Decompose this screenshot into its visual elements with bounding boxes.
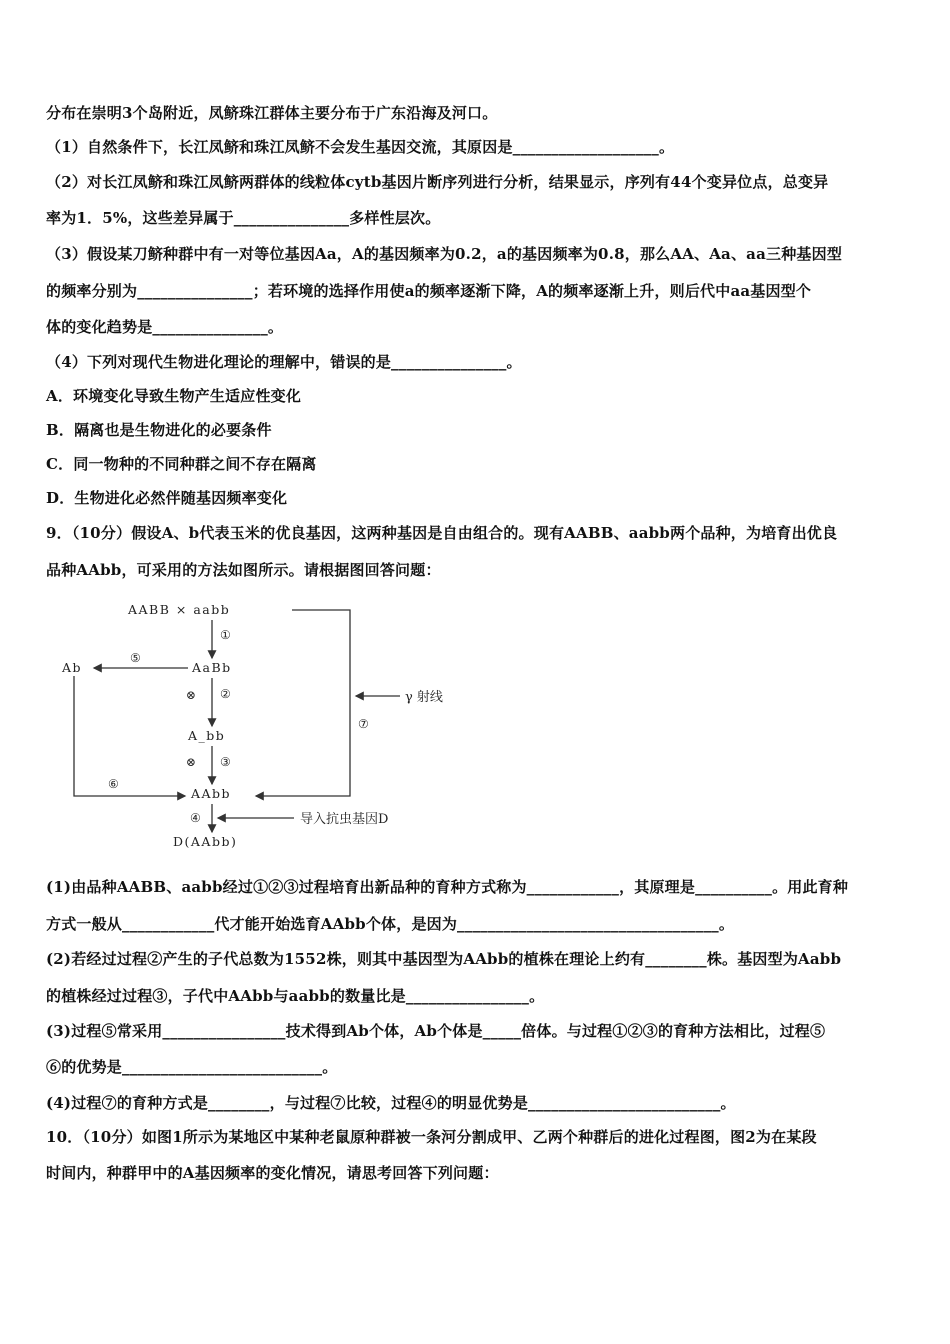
question-9-1a: (1)由品种AABB、aabb经过①②③过程培育出新品种的育种方式称为____________，其原理是__________。用此育种: [46, 878, 849, 896]
question-8-1: （1）自然条件下，长江凤鲚和珠江凤鲚不会发生基因交流，其原因是___________________。: [46, 138, 675, 156]
arrow-step7: [256, 610, 350, 796]
a-bb-label: A_bb: [188, 728, 226, 743]
question-9-2a: (2)若经过过程②产生的子代总数为1552株，则其中基因型为AAbb的植株在理论上约有________株。基因型为Aabb: [46, 950, 842, 968]
question-9-3b: ⑥的优势是__________________________。: [46, 1058, 338, 1076]
question-8-2b: 率为1．5%，这些差异属于_______________多样性层次。: [46, 209, 441, 227]
selfing-icon: ⊗: [186, 688, 197, 702]
step-5-label: ⑤: [130, 651, 141, 665]
question-8-4: （4）下列对现代生物进化理论的理解中，错误的是_______________。: [46, 353, 522, 371]
question-8-3c: 体的变化趋势是_______________。: [46, 318, 284, 336]
question-10-intro-a: 10．（10分）如图1所示为某地区中某种老鼠原种群被一条河分割成甲、乙两个种群后的进化过程图，图2为在某段: [46, 1128, 817, 1146]
option-c: C．同一物种的不同种群之间不存在隔离: [46, 455, 317, 473]
parents-label: AABB × aabb: [128, 602, 231, 617]
question-9-1b: 方式一般从____________代才能开始选育AAbb个体，是因为__________________________________。: [46, 915, 735, 933]
step-6-label: ⑥: [108, 777, 119, 791]
question-8-2a: （2）对长江凤鲚和珠江凤鲚两群体的线粒体cytb基因片断序列进行分析，结果显示，序列有44个变异位点，总变异: [46, 173, 829, 191]
question-9-3a: (3)过程⑤常采用________________技术得到Ab个体，Ab个体是_____倍体。与过程①②③的育种方法相比，过程⑤: [46, 1022, 826, 1040]
question-10-intro-b: 时间内，种群甲中的A基因频率的变化情况，请思考回答下列问题：: [46, 1164, 499, 1182]
gene-insertion-label: 导入抗虫基因D: [300, 812, 389, 827]
option-d: D．生物进化必然伴随基因频率变化: [46, 489, 288, 507]
arrow-step6: [74, 676, 185, 796]
step-1-label: ①: [220, 628, 231, 642]
gamma-ray-label: γ 射线: [405, 690, 443, 705]
question-9-4: (4)过程⑦的育种方式是________，与过程⑦比较，过程④的明显优势是_________________________。: [46, 1094, 736, 1112]
question-9-intro-b: 品种AAbb，可采用的方法如图所示。请根据图回答问题：: [46, 561, 441, 579]
question-8-3a: （3）假设某刀鲚种群中有一对等位基因Aa，A的基因频率为0.2，a的基因频率为0.8，那么AA、Aa、aa三种基因型: [46, 245, 843, 263]
text-line-1: 分布在崇明3个岛附近，凤鲚珠江群体主要分布于广东沿海及河口。: [46, 104, 498, 122]
question-9-intro-a: 9．（10分）假设A、b代表玉米的优良基因，这两种基因是自由组合的。现有AABB、aabb两个品种，为培育出优良: [46, 524, 838, 542]
option-b: B．隔离也是生物进化的必要条件: [46, 421, 272, 439]
option-a: A．环境变化导致生物产生适应性变化: [46, 387, 302, 405]
f1-label: AaBb: [192, 660, 232, 675]
selfing-icon: ⊗: [186, 755, 197, 769]
question-8-3b: 的频率分别为_______________；若环境的选择作用使a的频率逐渐下降，A的频率逐渐上升，则后代中aa基因型个: [46, 282, 812, 300]
step-7-label: ⑦: [358, 717, 369, 731]
question-9-2b: 的植株经过过程③，子代中AAbb与aabb的数量比是________________。: [46, 987, 545, 1005]
aabb-target-label: AAbb: [191, 786, 232, 801]
step-4-label: ④: [190, 811, 201, 825]
final-variety-label: D(AAbb): [173, 834, 238, 849]
haploid-label: Ab: [62, 660, 83, 675]
step-3-label: ③: [220, 755, 231, 769]
breeding-diagram: [60, 598, 480, 860]
step-2-label: ②: [220, 687, 231, 701]
